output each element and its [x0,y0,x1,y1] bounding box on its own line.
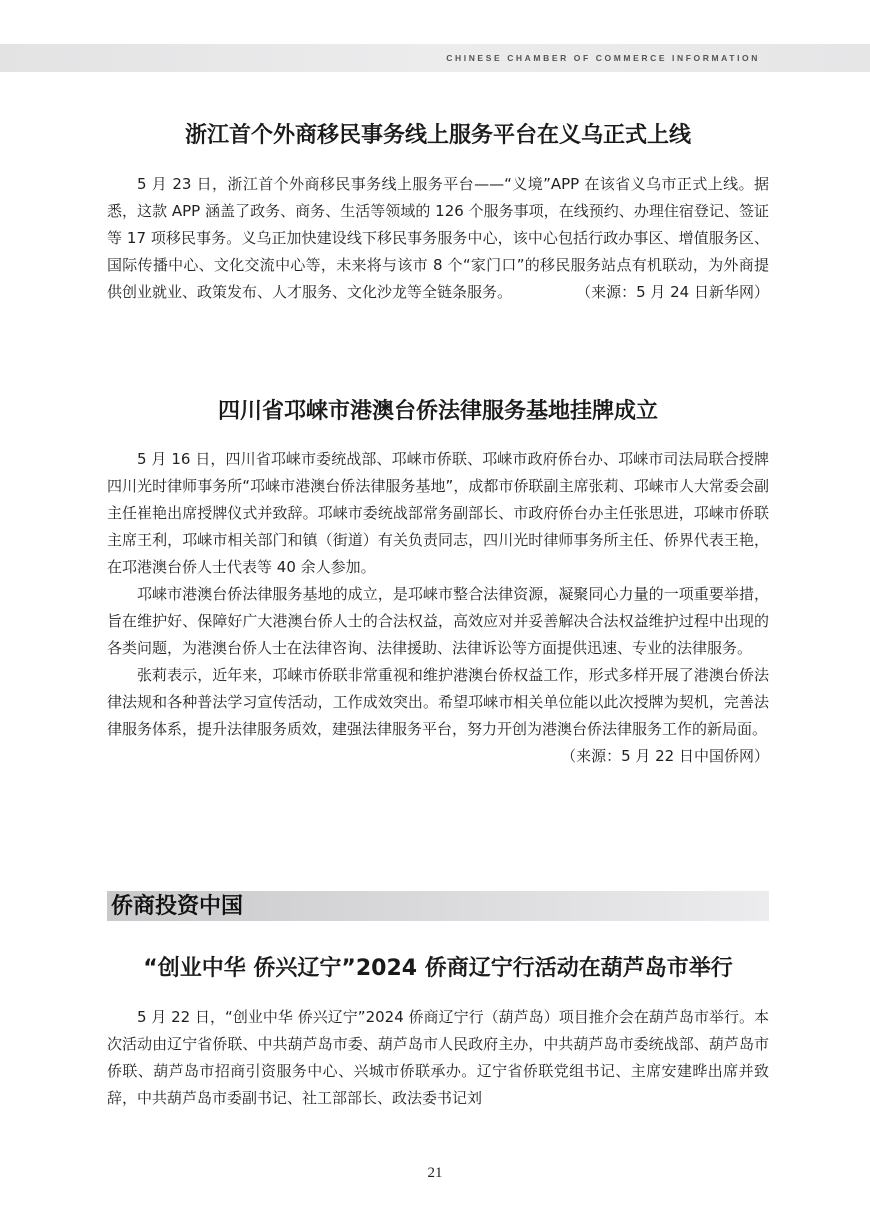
article-2-source: （来源：5 月 22 日中国侨网） [561,747,769,765]
publication-name: CHINESE CHAMBER OF COMMERCE INFORMATION [446,53,760,63]
article-2 [107,398,769,770]
article-2-paragraph-3: 张莉表示，近年来，邛崃市侨联非常重视和维护港澳台侨权益工作，形式多样开展了港澳台侨法律法规和各种普法学习宣传活动，工作成效突出。希望邛崃市相关单位能以此次授牌为契机，完善法律服务体系，提升法律服务质效，建强法律服务平台，努力开创为港澳台侨法律服务工作的新局面。 （来源：5 月 22 日中国侨网） [107,662,769,743]
article-2-title: 四川省邛崃市港澳台侨法律服务基地挂牌成立 [217,399,658,424]
article-3-title: “创业中华 侨兴辽宁”2024 侨商辽宁行活动在葫芦岛市举行 [143,956,733,981]
article-3 [107,955,769,1112]
article-1-title: 浙江首个外商移民事务线上服务平台在义乌正式上线 [184,123,691,148]
section-header [107,891,769,921]
article-1-source: （来源：5 月 24 日新华网） [576,283,769,301]
section-title: 侨商投资中国 [111,893,244,919]
article-2-paragraph-2: 邛崃市港澳台侨法律服务基地的成立，是邛崃市整合法律资源，凝聚同心力量的一项重要举措，旨在维护好、保障好广大港澳台侨人士的合法权益，高效应对并妥善解决合法权益维护过程中出现的各类问题，为港澳台侨人士在法律咨询、法律援助、法律诉讼等方面提供迅速、专业的法律服务。 [107,585,769,657]
article-1 [107,122,769,306]
article-1-paragraph-1: 5 月 23 日，浙江首个外商移民事务线上服务平台——“义境”APP 在该省义乌市正式上线。据悉，这款 APP 涵盖了政务、商务、生活等领域的 126 个服务事项，在线预约、办理住宿登记、签证等 17 项移民事务。义乌正加快建设线下移民事务服务中心，该中心包括行政办事区、增值服务区、国际传播中心、文化交流中心等，未来将与该市 8 个“家门口”的移民服务站点有机联动，为外商提供创业就业、政策发布、人才服务、文化沙龙等全链条服务。 （来源：5 月 24 日新华网） [107,171,769,306]
page-number: 21 [427,1165,443,1181]
article-2-paragraph-1: 5 月 16 日，四川省邛崃市委统战部、邛崃市侨联、邛崃市政府侨台办、邛崃市司法局联合授牌四川光时律师事务所“邛崃市港澳台侨法律服务基地”，成都市侨联副主席张莉、邛崃市人大常委会副主任崔艳出席授牌仪式并致辞。邛崃市委统战部常务副部长、市政府侨台办主任张思进，邛崃市侨联主席王利，邛崃市相关部门和镇（街道）有关负责同志，四川光时律师事务所主任、侨界代表王艳，在邛港澳台侨人士代表等 40 余人参加。 [107,450,769,576]
article-3-paragraph-1: 5 月 22 日，“创业中华 侨兴辽宁”2024 侨商辽宁行（葫芦岛）项目推介会在葫芦岛市举行。本次活动由辽宁省侨联、中共葫芦岛市委、葫芦岛市人民政府主办，中共葫芦岛市委统战部、葫芦岛市侨联、葫芦岛市招商引资服务中心、兴城市侨联承办。辽宁省侨联党组书记、主席安建晔出席并致辞，中共葫芦岛市委副书记、社工部部长、政法委书记刘 [107,1008,769,1107]
